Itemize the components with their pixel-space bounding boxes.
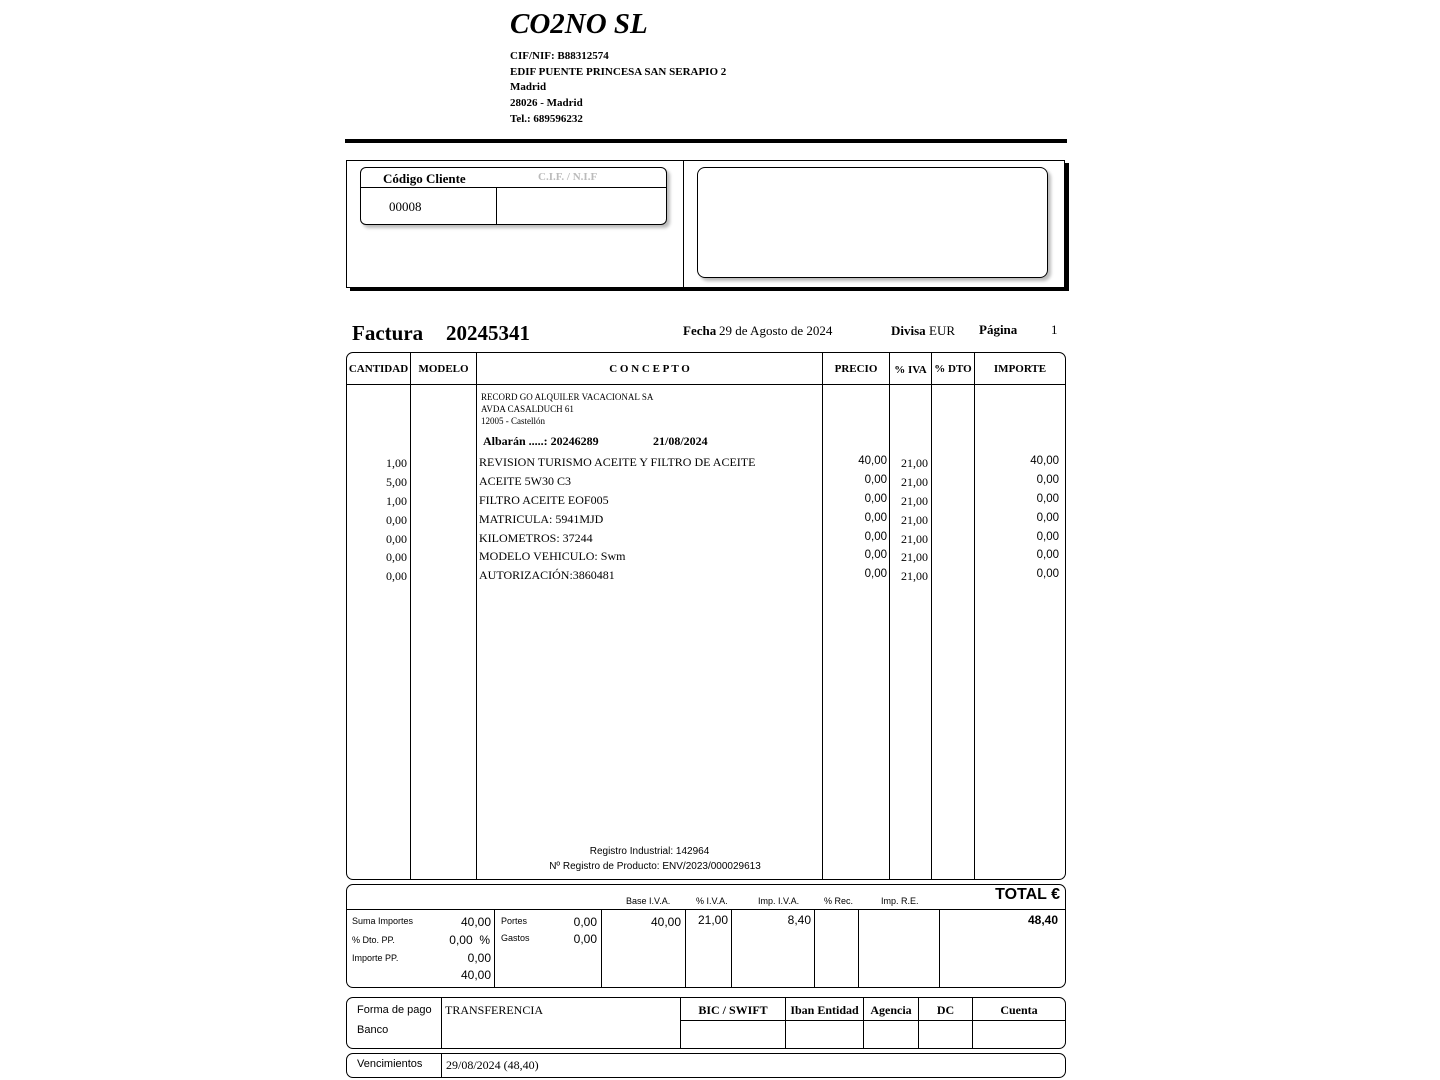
importe-pp-label: Importe PP.: [352, 953, 399, 963]
base-iva-label: Base I.V.A.: [626, 896, 671, 906]
col-divider: [931, 352, 932, 880]
totals-divider: [731, 909, 732, 987]
row-qty: 0,00: [386, 569, 407, 583]
customer-line: AVDA CASALDUCH 61: [481, 404, 574, 414]
header-iva: % IVA: [894, 364, 927, 376]
row-concept: MATRICULA: 5941MJD: [479, 512, 604, 526]
totals-divider: [494, 909, 495, 987]
albaran-date: 21/08/2024: [653, 434, 708, 448]
row-qty: 5,00: [386, 475, 407, 489]
header-precio: PRECIO: [834, 363, 878, 375]
row-iva: 21,00: [901, 494, 928, 508]
invoice-label: Factura: [352, 321, 424, 345]
row-iva: 21,00: [901, 475, 928, 489]
col-divider: [974, 352, 975, 880]
row-price: 40,00: [858, 455, 887, 467]
company-city: Madrid: [510, 81, 547, 93]
col-divider: [889, 352, 890, 880]
row-price: 0,00: [864, 568, 887, 580]
row-concept: REVISION TURISMO ACEITE Y FILTRO DE ACEITE: [479, 455, 756, 469]
date-value: 29 de Agosto de 2024: [719, 323, 833, 338]
client-divider: [683, 160, 684, 287]
dto-value: 0,00 %: [449, 933, 490, 947]
company-postal: 28026 - Madrid: [510, 97, 583, 109]
header-importe: IMPORTE: [993, 363, 1047, 375]
row-iva: 21,00: [901, 569, 928, 583]
row-amount: 0,00: [1036, 568, 1059, 580]
header-concepto: C O N C E P T O: [609, 363, 690, 375]
items-table: [346, 352, 1066, 880]
client-code-value: 00008: [389, 199, 422, 214]
forma-value: TRANSFERENCIA: [445, 1003, 544, 1017]
row-amount: 0,00: [1036, 493, 1059, 505]
company-address: EDIF PUENTE PRINCESA SAN SERAPIO 2: [510, 66, 727, 78]
bic-label: BIC / SWIFT: [698, 1003, 768, 1017]
row-qty: 1,00: [386, 494, 407, 508]
base-value: 40,00: [650, 915, 681, 929]
registro-producto: Nº Registro de Producto: ENV/2023/000029613: [549, 861, 761, 872]
row-qty: 1,00: [386, 456, 407, 470]
row-amount: 0,00: [1036, 474, 1059, 486]
row-iva: 21,00: [901, 532, 928, 546]
gastos-value: 0,00: [573, 932, 597, 946]
row-price: 0,00: [864, 493, 887, 505]
currency-value: EUR: [929, 323, 955, 338]
invoice-number: 20245341: [446, 321, 530, 345]
page-value: 1: [1051, 322, 1058, 337]
albaran-label: Albarán .....: 20246289: [483, 434, 599, 448]
imp-iva-label: Imp. I.V.A.: [758, 896, 800, 906]
row-price: 0,00: [864, 549, 887, 561]
date-label: Fecha: [683, 323, 717, 338]
total-value: 48,40: [1027, 913, 1058, 927]
row-concept: ACEITE 5W30 C3: [479, 474, 571, 488]
vencimientos-value: 29/08/2024 (48,40): [446, 1058, 539, 1072]
totals-divider: [601, 909, 602, 987]
registro-industrial: Registro Industrial: 142964: [589, 846, 710, 857]
header-dto: % DTO: [934, 363, 972, 375]
row-amount: 0,00: [1036, 549, 1059, 561]
total-label: TOTAL €: [995, 886, 1060, 903]
importe-pp-value: 0,00: [467, 951, 491, 965]
client-address-box: [697, 167, 1048, 278]
iban-label: Iban Entidad: [790, 1003, 859, 1017]
company-name: CO2NO SL: [510, 8, 648, 40]
client-cif-label: C.I.F. / N.I.F: [538, 171, 598, 183]
page-label: Página: [979, 322, 1018, 337]
vencimientos-label: Vencimientos: [357, 1058, 423, 1070]
col-divider: [476, 352, 477, 880]
row-iva: 21,00: [901, 456, 928, 470]
row-amount: 40,00: [1030, 455, 1059, 467]
totals-divider: [939, 909, 940, 987]
imp-re-label: Imp. R.E.: [881, 896, 919, 906]
vencimientos-divider: [441, 1053, 442, 1078]
header-cantidad: CANTIDAD: [348, 363, 409, 375]
iva-pct-label: % I.V.A.: [696, 896, 728, 906]
row-concept: AUTORIZACIÓN:3860481: [479, 568, 615, 582]
customer-line: 12005 - Castellón: [481, 416, 545, 426]
company-cif: CIF/NIF: B88312574: [510, 50, 609, 62]
items-header-line: [346, 384, 1066, 385]
cuenta-label: Cuenta: [1000, 1003, 1038, 1017]
currency-label: Divisa: [891, 323, 926, 338]
dto-label: % Dto. PP.: [352, 935, 395, 945]
banco-label: Banco: [357, 1024, 389, 1036]
row-amount: 0,00: [1036, 512, 1059, 524]
gastos-label: Gastos: [501, 933, 530, 943]
subtotal-value: 40,00: [460, 968, 491, 982]
header-rule: [345, 139, 1067, 143]
client-code-label: Código Cliente: [383, 171, 466, 186]
row-iva: 21,00: [901, 550, 928, 564]
portes-value: 0,00: [573, 915, 597, 929]
payment-header-line: [680, 1020, 1066, 1021]
header-modelo: MODELO: [418, 363, 469, 375]
row-concept: FILTRO ACEITE EOF005: [479, 493, 609, 507]
row-price: 0,00: [864, 474, 887, 486]
row-qty: 0,00: [386, 532, 407, 546]
row-qty: 0,00: [386, 513, 407, 527]
totals-header-line: [346, 909, 1066, 910]
row-price: 0,00: [864, 531, 887, 543]
payment-divider: [441, 997, 442, 1049]
totals-divider: [685, 909, 686, 987]
iva-pct-value: 21,00: [697, 913, 728, 927]
dc-label: DC: [936, 1003, 955, 1017]
customer-line: RECORD GO ALQUILER VACACIONAL SA: [481, 392, 654, 402]
row-price: 0,00: [864, 512, 887, 524]
row-concept: MODELO VEHICULO: Swm: [479, 549, 626, 563]
col-divider: [410, 352, 411, 880]
row-iva: 21,00: [901, 513, 928, 527]
row-amount: 0,00: [1036, 531, 1059, 543]
totals-divider: [858, 909, 859, 987]
company-phone: Tel.: 689596232: [510, 113, 583, 125]
row-concept: KILOMETROS: 37244: [479, 531, 593, 545]
suma-value: 40,00: [460, 915, 491, 929]
rec-label: % Rec.: [824, 896, 854, 906]
row-qty: 0,00: [386, 550, 407, 564]
col-divider: [822, 352, 823, 880]
forma-label: Forma de pago: [357, 1004, 432, 1016]
suma-label: Suma Importes: [352, 916, 414, 926]
portes-label: Portes: [501, 916, 528, 926]
totals-divider: [814, 909, 815, 987]
agencia-label: Agencia: [870, 1003, 912, 1017]
imp-iva-value: 8,40: [787, 913, 811, 927]
